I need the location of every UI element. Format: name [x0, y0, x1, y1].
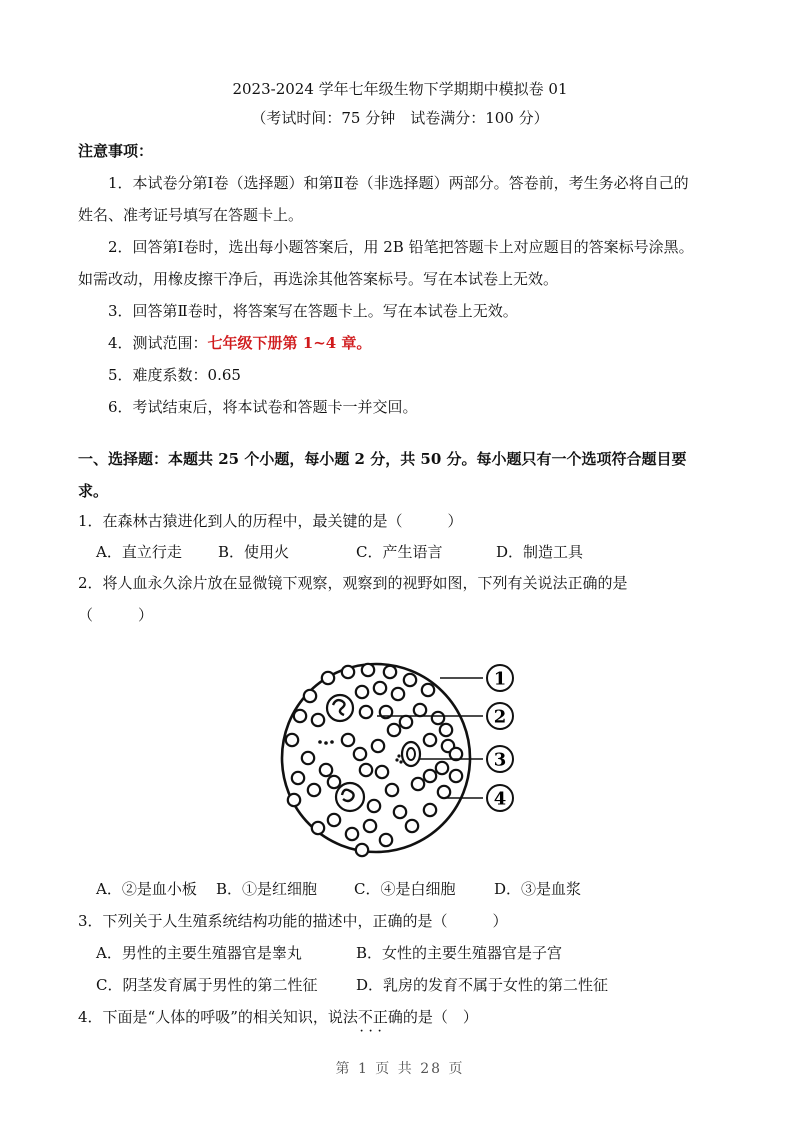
note-5: 5．难度系数：0.65 [108, 366, 241, 384]
note-2-line-2: 如需改动，用橡皮擦干净后，再选涂其他答案标号。写在本试卷上无效。 [78, 270, 559, 288]
q1-stem: 1．在森林古猿进化到人的历程中，最关键的是（ ） [78, 512, 463, 530]
white-blood-cell-center [402, 742, 420, 766]
red-blood-cell [368, 800, 380, 812]
q2-option-c: C．④是白细胞 [354, 880, 456, 898]
red-blood-cell [354, 748, 366, 760]
red-blood-cell [312, 822, 324, 834]
red-blood-cell [372, 740, 384, 752]
q1-option-c: C．产生语言 [356, 543, 443, 561]
red-blood-cell [356, 686, 368, 698]
red-blood-cell [360, 706, 372, 718]
red-blood-cell [440, 724, 452, 736]
red-blood-cell [342, 666, 354, 678]
red-blood-cell [400, 716, 412, 728]
exam-subtitle: （考试时间：75 分钟 试卷满分：100 分） [251, 109, 549, 127]
page-footer: 第 1 页 共 28 页 [335, 1061, 465, 1077]
q4-stem-pre: 4．下面是“人体的呼吸”的相关知识，说法 [78, 1008, 358, 1026]
svg-text:2: 2 [493, 706, 507, 728]
red-blood-cell [362, 664, 374, 676]
red-blood-cell [424, 804, 436, 816]
blood-smear-figure [270, 650, 540, 865]
note-4-scope: 七年级下册第 1~4 章。 [207, 334, 372, 352]
red-blood-cell [286, 734, 298, 746]
red-blood-cell [386, 784, 398, 796]
red-blood-cell [346, 828, 358, 840]
q3-option-b: B．女性的主要生殖器官是子宫 [356, 944, 563, 962]
white-blood-cell-top [327, 695, 353, 721]
red-blood-cell [292, 772, 304, 784]
q2-option-d: D．③是血浆 [494, 880, 582, 898]
note-1-line-2: 姓名、准考证号填写在答题卡上。 [78, 206, 304, 224]
svg-text:3: 3 [493, 749, 507, 771]
red-blood-cell [384, 666, 396, 678]
red-blood-cell [432, 712, 444, 724]
label-1 [487, 665, 513, 691]
note-6: 6．考试结束后，将本试卷和答题卡一并交回。 [108, 398, 418, 416]
q4-stem [78, 1006, 478, 1028]
q4-emphasis: 不正确 · · · [358, 1008, 403, 1026]
red-blood-cell [404, 674, 416, 686]
red-blood-cell [294, 710, 306, 722]
red-blood-cell [320, 764, 332, 776]
red-blood-cell [424, 734, 436, 746]
q2-stem: 2．将人血永久涂片放在显微镜下观察，观察到的视野如图，下列有关说法正确的是 [78, 574, 628, 592]
q2-answer-bracket: （ ） [78, 606, 154, 624]
note-4-prefix: 4．测试范围： [108, 334, 208, 352]
red-blood-cell [438, 786, 450, 798]
q1-option-d: D．制造工具 [496, 543, 584, 561]
note-2-line-1: 2．回答第Ⅰ卷时，选出每小题答案后，用 2B 铅笔把答题卡上对应题目的答案标号涂黑。 [108, 238, 694, 256]
red-blood-cell [380, 834, 392, 846]
label-4 [487, 785, 513, 811]
red-blood-cell [422, 684, 434, 696]
q1-option-a: A．直立行走 [96, 543, 182, 561]
white-blood-cell-bottom [336, 783, 364, 811]
red-blood-cell [328, 776, 340, 788]
red-blood-cell [424, 770, 436, 782]
q3-option-a: A．男性的主要生殖器官是睾丸 [96, 944, 302, 962]
note-3: 3．回答第Ⅱ卷时，将答案写在答题卡上。写在本试卷上无效。 [108, 302, 518, 320]
red-blood-cell [376, 766, 388, 778]
exam-title: 2023-2024 学年七年级生物下学期期中模拟卷 01 [232, 80, 568, 98]
svg-text:4: 4 [493, 788, 507, 810]
red-blood-cell [312, 714, 324, 726]
section-1-heading-line-2: 求。 [78, 482, 109, 500]
red-blood-cell [288, 794, 300, 806]
red-blood-cell [374, 682, 386, 694]
red-blood-cell [342, 734, 354, 746]
q4-stem-post: 的是（ ） [402, 1008, 478, 1026]
red-blood-cell [414, 704, 426, 716]
q3-option-d: D．乳房的发育不属于女性的第二性征 [356, 976, 609, 994]
label-3 [487, 746, 513, 772]
red-blood-cell [388, 724, 400, 736]
red-blood-cell [304, 690, 316, 702]
red-blood-cell [392, 688, 404, 700]
notes-heading: 注意事项： [78, 142, 154, 160]
red-blood-cell [406, 820, 418, 832]
red-blood-cell [356, 844, 368, 856]
red-blood-cell [302, 752, 314, 764]
red-blood-cell [364, 820, 376, 832]
q2-option-b: B．①是红细胞 [216, 880, 318, 898]
red-blood-cell [360, 764, 372, 776]
red-blood-cell [328, 814, 340, 826]
label-2 [487, 703, 513, 729]
q2-option-a: A．②是血小板 [96, 880, 197, 898]
note-4 [108, 332, 371, 354]
note-1-line-1: 1．本试卷分第Ⅰ卷（选择题）和第Ⅱ卷（非选择题）两部分。答卷前，考生务必将自己的 [108, 174, 689, 192]
section-1-heading-line-1: 一、选择题：本题共 25 个小题，每小题 2 分，共 50 分。每小题只有一个选项符合题目要 [78, 450, 687, 468]
q3-option-c: C．阴茎发育属于男性的第二性征 [96, 976, 318, 994]
red-blood-cell [450, 770, 462, 782]
q3-stem: 3．下列关于人生殖系统结构功能的描述中，正确的是（ ） [78, 912, 508, 930]
red-blood-cell [394, 806, 406, 818]
red-blood-cell [436, 762, 448, 774]
red-blood-cell [412, 778, 424, 790]
red-blood-cell [308, 784, 320, 796]
q1-option-b: B．使用火 [218, 543, 290, 561]
svg-text:1: 1 [493, 668, 507, 690]
red-blood-cell [322, 672, 334, 684]
